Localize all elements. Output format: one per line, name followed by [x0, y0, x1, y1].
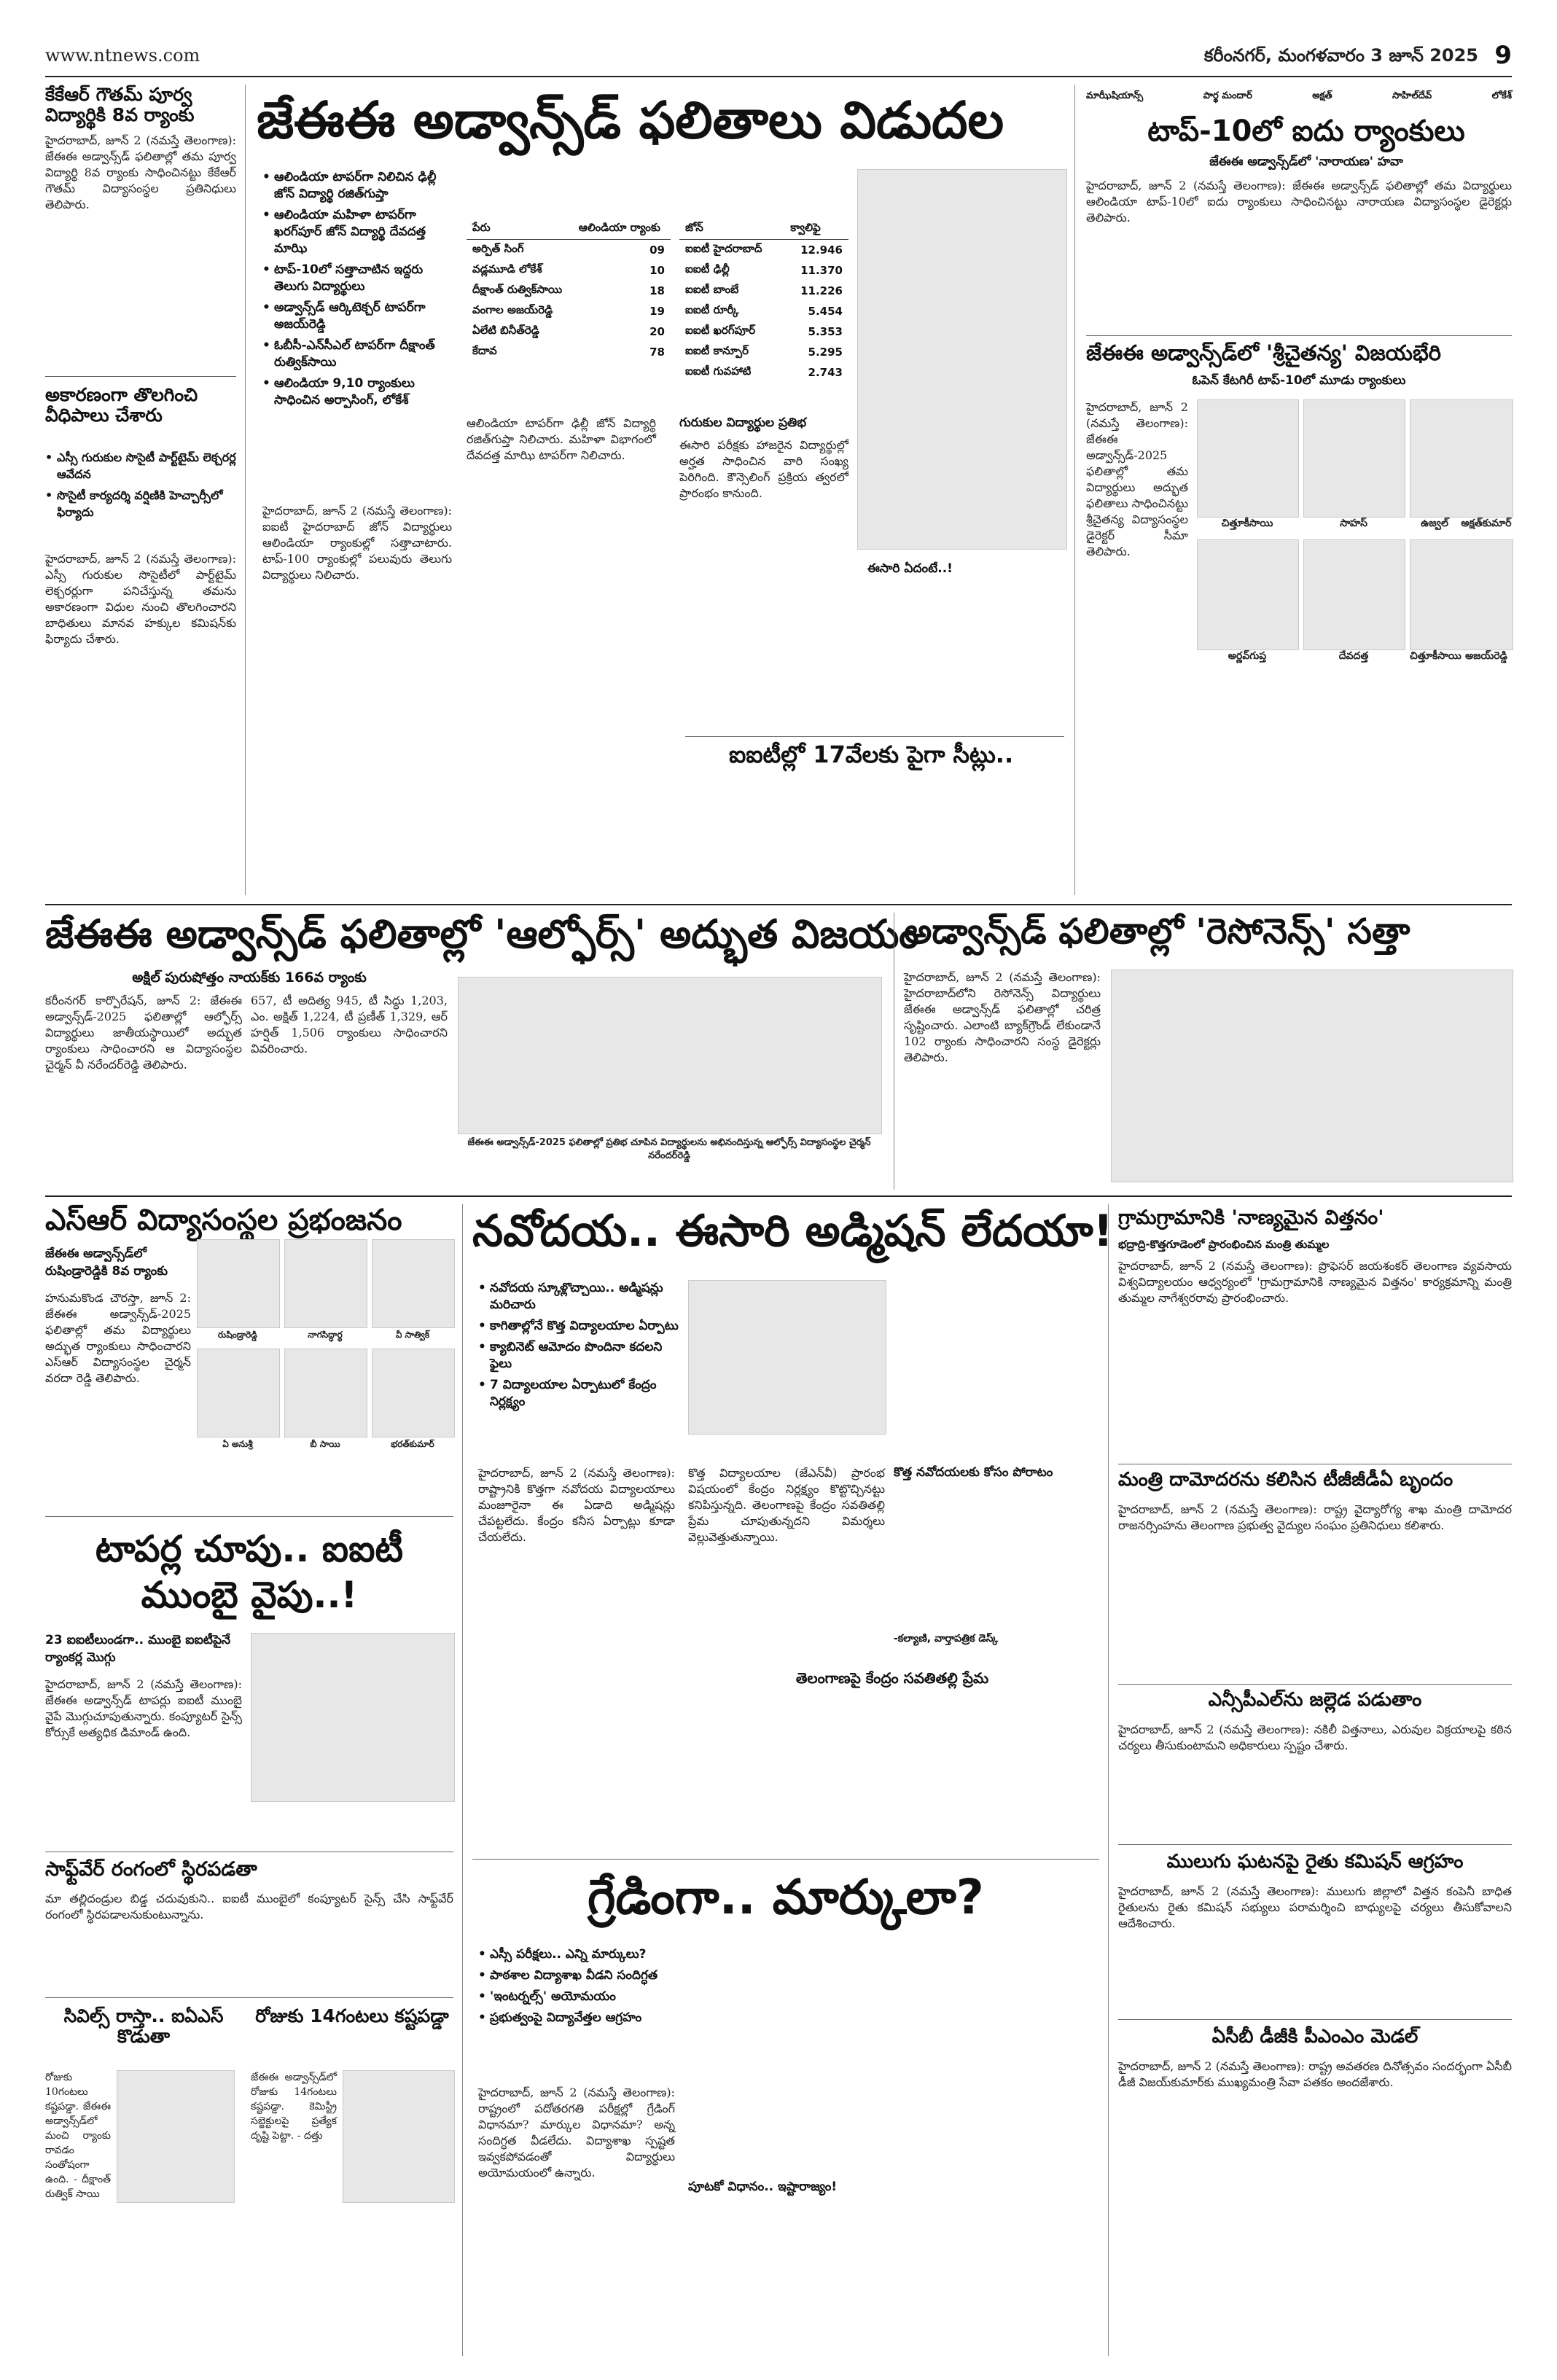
- strip-name: పార్థ మందార్: [1203, 90, 1252, 101]
- alphores-body: కరీంనగర్ కార్పొరేషన్, జూన్ 2: జేఈఈ అడ్వాన్స్‌డ్-2025 ఫలితాల్లో ఆల్ఫోర్స్ విద్యార్థులు జాతీయస్థాయిలో అద్భుత ర్యాంకులు సాధించారని ఆ విద్యాసంస్థల చైర్మన్ వీ నరేందర్‌రెడ్డి తెలిపారు.: [45, 994, 242, 1072]
- table-cell: దీక్షాంత్ రుత్విక్‌సాయి: [472, 283, 563, 296]
- photo-top-rankers: [857, 169, 1067, 550]
- table-cell: 5.353: [808, 325, 843, 338]
- col2-divider: [472, 1859, 1099, 1860]
- main-subheading-this-time: ఈసారి ఏదంటే..!: [867, 561, 953, 576]
- acb-headline: ఏసీబీ డీజీకి పీఎంఎం మెడల్: [1211, 2026, 1419, 2048]
- col3-divider-2: [1118, 1684, 1512, 1685]
- photo-caption: రుషిండ్రారెడ్డి: [217, 1330, 258, 1340]
- table-cell: ఐఐటీ గువహాటి: [685, 364, 752, 378]
- photo-caption: అర్ణవ్‌గుప్త: [1228, 650, 1267, 662]
- table-cell: కేదావ: [472, 344, 497, 357]
- alphores-headline: జేఈఈ అడ్వాన్స్‌డ్ ఫలితాల్లో 'ఆల్ఫోర్స్' అద్భుత విజయం: [45, 911, 919, 957]
- col1-divider-1: [45, 1516, 453, 1517]
- left-story2-bullet: • సొసైటీ కార్యదర్శి వర్షిణికి హెచ్చార్సీలో ఫిర్యాదు: [45, 487, 236, 520]
- rank-table-box: [467, 219, 671, 362]
- table-row: [467, 321, 671, 342]
- main-highlight: • ఓబీసీ-ఎన్‌సీఎల్ టాపర్‌గా దీక్షాంత్ రుత్విక్‌సాయి: [262, 338, 459, 371]
- table-cell: 12.946: [800, 243, 843, 257]
- table-cell: ఐఐటీ ఢిల్లీ: [685, 262, 730, 276]
- strip-name: సాహిల్‌దేవ్: [1392, 90, 1432, 101]
- photo-resonance-students: [1111, 969, 1513, 1182]
- band3-divider-2: [1108, 1204, 1109, 2356]
- table-cell: 09: [649, 243, 665, 257]
- right-story2-kicker: ఓపెన్ కేటగిరీ టాప్-10లో మూడు ర్యాంకులు: [1192, 373, 1406, 388]
- left-col-divider: [45, 376, 236, 377]
- right-story1-kicker: జేఈఈ అడ్వాన్స్‌డ్‌లో 'నారాయణ' హవా: [1209, 155, 1403, 169]
- dateline: కరీంనగర్, మంగళవారం 3 జూన్ 2025: [1203, 45, 1478, 66]
- rank-table: [467, 219, 671, 362]
- navodaya-subheading-1: కొత్త నవోదయలకు కోసం పోరాటం: [894, 1465, 1053, 1480]
- left-story1-headline: కేకేఆర్ గౌతమ్ పూర్వ విద్యార్థికి 8వ ర్యాంకు: [45, 84, 195, 125]
- qualified-table-header: జోన్: [679, 219, 784, 240]
- left-story2-bullet: • ఎస్సీ గురుకుల సొసైటీ పార్ట్‌టైమ్ లెక్చరర్ల ఆవేదన: [45, 449, 236, 483]
- main-body-3: ఈసారి పరీక్షకు హాజరైన విద్యార్థుల్లో అర్హత సాధించిన వారి సంఖ్య పెరిగింది. కౌన్సెలింగ్ ప్రక్రియ త్వరలో ప్రారంభం కానుంది.: [679, 438, 848, 500]
- table-row: [679, 321, 848, 342]
- right-story2-body: హైదరాబాద్, జూన్ 2 (నమస్తే తెలంగాణ): జేఈఈ అడ్వాన్స్‌డ్-2025 ఫలితాల్లో తమ విద్యార్థులు అద్భుత ఫలితాలు సాధించినట్టు శ్రీచైతన్య విద్యాసంస్థల డైరెక్టర్ సీమా తెలిపారు.: [1086, 400, 1188, 558]
- photo-caption: చిత్తూకీసాయి: [1410, 650, 1462, 662]
- toppers-body: హైదరాబాద్, జూన్ 2 (నమస్తే తెలంగాణ): జేఈఈ అడ్వాన్స్‌డ్ టాపర్లు ఐఐటీ ముంబై వైపే మొగ్గుచూపుతున్నారు. కంప్యూటర్ సైన్స్ కోర్సుకే అత్యధిక డిమాండ్ ఉంది.: [45, 1677, 242, 1739]
- navodaya-signoff: -కల్యాణి, వార్తాపత్రిక డెస్క్: [894, 1633, 999, 1644]
- band3-top-rule: [45, 1195, 1512, 1197]
- grading-headline: గ్రేడింగా.. మార్కులా?: [588, 1869, 984, 1925]
- civils-headline: సివిల్స్ రాస్తా.. ఐఏఎస్ కొడుతా: [63, 2005, 224, 2047]
- table-cell: 11.370: [800, 264, 843, 277]
- civils-body: రోజుకు 10గంటలు కష్టపడ్డా. జేఈఈ అడ్వాన్స్‌డ్‌లో మంచి ర్యాంకు రావడం సంతోషంగా ఉంది. - దీక్షాంత్ రుత్విక్ సాయి: [45, 2072, 111, 2200]
- acb-body: హైదరాబాద్, జూన్ 2 (నమస్తే తెలంగాణ): రాష్ట్ర అవతరణ దినోత్సవం సందర్భంగా ఏసీబీ డీజీ విజయ్‌కుమార్‌కు ముఖ్యమంత్రి సేవా పతకం అందజేశారు.: [1118, 2059, 1512, 2089]
- grading-bullet: • 'ఇంటర్నల్స్' అయోమయం: [478, 1989, 682, 2005]
- mulugu-headline: ములుగు ఘటనపై రైతు కమిషన్ ఆగ్రహం: [1166, 1851, 1464, 1873]
- navodaya-headline: నవోదయ.. ఈసారి అడ్మిషన్ లేదయా!: [472, 1206, 1114, 1257]
- seed-kicker: భద్రాద్రి-కొత్తగూడెంలో ప్రారంభించిన మంత్రి తుమ్మల: [1118, 1238, 1330, 1251]
- col3-divider-3: [1118, 1844, 1512, 1845]
- right-story1-headline: టాప్-10లో ఐదు ర్యాంకులు: [1147, 114, 1465, 148]
- table-row: [467, 281, 671, 301]
- table-cell: ఐఐటీ బాంబే: [685, 283, 739, 296]
- band3-divider-1: [462, 1204, 463, 2356]
- photo-sc-rank3: [1410, 399, 1513, 518]
- website-url[interactable]: www.ntnews.com: [45, 45, 200, 66]
- iit-seats-headline: ఐఐటీల్లో 17వేలకు పైగా సీట్లు..: [729, 741, 1014, 768]
- table-row: [679, 240, 848, 261]
- navodaya-bullet: • క్యాబినెట్ ఆమోదం పొందినా కదలని ఫైలు: [478, 1339, 682, 1373]
- software-headline: సాఫ్ట్‌వేర్ రంగంలో స్థిరపడతా: [45, 1858, 257, 1881]
- doctors-headline: మంత్రి దామోదరను కలిసిన టీజీజీడీఏ బృందం: [1118, 1469, 1453, 1491]
- grading-subheading: పూటకో విధానం.. ఇష్టారాజ్యం!: [688, 2180, 838, 2194]
- strip-name: అక్షత్: [1312, 90, 1332, 101]
- grading-body: హైదరాబాద్, జూన్ 2 (నమస్తే తెలంగాణ): రాష్ట్రంలో పదోతరగతి పరీక్షల్లో గ్రేడింగ్ విధానమా? మార్కుల విధానమా? అన్న సందిగ్ధత వీడలేదు. విద్యాశాఖ స్పష్టత ఇవ్వకపోవడంతో విద్యార్థులు అయోమయంలో ఉన్నారు.: [478, 2086, 675, 2180]
- table-row: [679, 281, 848, 301]
- table-row: [679, 260, 848, 281]
- seed-body: హైదరాబాద్, జూన్ 2 (నమస్తే తెలంగాణ): ప్రొఫెసర్ జయశంకర్ తెలంగాణ వ్యవసాయ విశ్వవిద్యాలయం ఆధ్వర్యంలో 'గ్రామగ్రామానికి నాణ్యమైన విత్తనం' కార్యక్రమాన్ని మంత్రి తుమ్మల నాగేశ్వరరావు ప్రారంభించారు.: [1118, 1259, 1512, 1305]
- rank-table-header: ఆలిండియా ర్యాంకు: [573, 219, 671, 240]
- table-row: [467, 240, 671, 261]
- grading-bullet: • ప్రభుత్వంపై విద్యావేత్తల ఆగ్రహం: [478, 2010, 682, 2026]
- main-highlights: [262, 169, 459, 413]
- ncpl-headline: ఎన్సీపీఎల్‌ను జల్లెడ పడుతాం: [1208, 1689, 1422, 1711]
- photo-caption: ఉజ్వల్: [1421, 518, 1448, 529]
- alphores-body-2: 657, టీ అదిత్య 945, టీ సిద్ధు 1,203, ఎం. అక్షిత్ 1,224, టీ ప్రణీత్ 1,329, ఆర్ హర్షిత్ 1,506 ర్యాంకులు సాధించారని వివరించారు.: [251, 994, 448, 1056]
- hours-body: జేఈఈ అడ్వాన్స్‌డ్‌లో రోజుకు 14గంటలు కష్టపడ్డా. కెమిస్ట్రీ సబ్జెక్టులపై ప్రత్యేక దృష్టి పెట్టా. - దత్తు: [251, 2072, 337, 2142]
- table-cell: 5.295: [808, 346, 843, 359]
- software-body: మా తల్లిదండ్రుల బిడ్డ చదువుకుని.. ఐఐటీ ముంబైలో కంప్యూటర్ సైన్స్ చేసి సాఫ్ట్‌వేర్ రంగంలో స్థిరపడాలనుకుంటున్నాను.: [45, 1892, 453, 1921]
- table-cell: ఐఐటీ రూర్కీ: [685, 303, 739, 316]
- main-body-2: ఆలిండియా టాపర్‌గా ఢిల్లీ జోన్ విద్యార్థి రజిత్‌గుప్తా నిలిచారు. మహిళా విభాగంలో దేవదత్త మాఝి టాపర్‌గా నిలిచారు.: [467, 416, 656, 462]
- grading-bullet: • పాఠశాల విద్యాశాఖ వీడని సందిగ్ధత: [478, 1967, 682, 1984]
- table-row: [467, 260, 671, 281]
- toppers-headline: టాపర్ల చూపు.. ఐఐటీ ముంబై వైపు..!: [95, 1528, 404, 1616]
- photo-caption: అక్షత్‌కుమార్: [1461, 518, 1512, 529]
- table-cell: 78: [649, 346, 665, 359]
- ncpl-body: హైదరాబాద్, జూన్ 2 (నమస్తే తెలంగాణ): నకిలీ విత్తనాలు, ఎరువుల విక్రయాలపై కఠిన చర్యలు తీసుకుంటామని అధికారులు స్పష్టం చేశారు.: [1118, 1722, 1512, 1752]
- col3-divider-4: [1118, 2019, 1512, 2020]
- photo-sr-6: [372, 1349, 455, 1437]
- photo-sc-rank6: [1410, 539, 1513, 650]
- grading-bullet: • ఎస్సీ పరీక్షలు.. ఎన్ని మార్కులు?: [478, 1946, 682, 1963]
- table-cell: ఐఐటీ కాన్పూర్: [685, 344, 749, 357]
- right-top-strip: [1086, 90, 1512, 109]
- photo-caption: నాగసిద్ధార్థ: [308, 1330, 343, 1340]
- photo-navodaya-school: [688, 1280, 886, 1435]
- rank-table-header: పేరు: [467, 219, 573, 240]
- alphores-kicker: అక్షిల్ పురుషోత్తం నాయక్‌కు 166వ ర్యాంకు: [132, 969, 367, 986]
- photo-sr-3: [372, 1239, 455, 1328]
- photo-sc-rank5: [1303, 539, 1405, 650]
- alphores-photo-caption: జేఈఈ అడ్వాన్స్‌డ్-2025 ఫలితాల్లో ప్రతిభ చూపిన విద్యార్థులను అభినందిస్తున్న ఆల్ఫోర్స్ విద్యాసంస్థల చైర్మన్ నరేందర్‌రెడ్డి: [467, 1137, 871, 1161]
- main-highlight: • ఆలిండియా మహిళా టాపర్‌గా ఖరగ్‌పూర్ జోన్ విద్యార్థి దేవదత్త మాఝి: [262, 207, 459, 257]
- table-cell: 11.226: [800, 284, 843, 297]
- navodaya-bullets: [478, 1280, 682, 1415]
- masthead-rule: [45, 76, 1512, 77]
- navodaya-subheading-2: తెలంగాణపై కేంద్రం సవతితల్లి ప్రేమ: [795, 1669, 989, 1687]
- photo-hours-student: [343, 2070, 455, 2203]
- col-divider-main-right: [1074, 85, 1075, 895]
- photo-sr-2: [284, 1239, 367, 1328]
- photo-sr-5: [284, 1349, 367, 1437]
- photo-sc-rank1: [1197, 399, 1299, 518]
- main-highlight: • ఆలిండియా టాపర్‌గా నిలిచిన ఢిల్లీ జోన్ విద్యార్థి రజిత్‌గుప్తా: [262, 169, 459, 203]
- navodaya-body-2: కొత్త విద్యాలయాల (జేఎన్‌వీ) ప్రారంభ విషయంలో కేంద్రం నిర్లక్ష్యం కొట్టొచ్చినట్టు కనిపిస్తున్నది. తెలంగాణపై కేంద్రం సవతితల్లి ప్రేమ చూపుతున్నదని విమర్శలు వెల్లువెత్తుతున్నాయి.: [688, 1466, 885, 1544]
- strip-name: లోకేశ్: [1491, 90, 1512, 101]
- table-cell: 19: [649, 305, 665, 318]
- photo-caption: బీ సాయి: [310, 1439, 340, 1449]
- left-story2-headline: అకారణంగా తొలగించి వీధిపాలు చేశారు: [45, 384, 198, 426]
- main-highlight: • ఆలిండియా 9,10 ర్యాంకులు సాధించిన అర్పాసింగ్, లోకేశ్: [262, 375, 459, 409]
- table-cell: 18: [649, 284, 665, 297]
- band2-top-rule: [45, 904, 1512, 905]
- table-cell: 2.743: [808, 366, 843, 379]
- sr-kicker: జేఈఈ అడ్వాన్స్‌డ్‌లో రుషిండ్రారెడ్డికి 8వ ర్యాంకు: [45, 1246, 168, 1279]
- qualified-table: [679, 219, 848, 383]
- photo-caption: ఏ అనుశ్రీ: [222, 1439, 253, 1449]
- table-row: [679, 342, 848, 362]
- resonance-body: హైదరాబాద్, జూన్ 2 (నమస్తే తెలంగాణ): హైదరాబాద్‌లోని రెసోనెన్స్ విద్యార్థులు జేఈఈ అడ్వాన్స్‌డ్ ఫలితాల్లో చరిత్ర సృష్టించారు. ఎలాంటి బ్యాక్‌గ్రౌండ్ లేకుండానే 102 ర్యాంకు సాధించారని సంస్థ డైరెక్టర్లు తెలిపారు.: [904, 970, 1101, 1064]
- left-story2-body: హైదరాబాద్, జూన్ 2 (నమస్తే తెలంగాణ): ఎస్సీ గురుకుల సొసైటీలో పార్ట్‌టైమ్ లెక్చరర్లుగా పనిచేస్తున్న తమను అకారణంగా విధుల నుంచి తొలగించారని బాధితులు మానవ హక్కుల కమిషన్‌కు ఫిర్యాదు చేశారు.: [45, 552, 236, 646]
- table-cell: అర్పిత్ సింగ్: [472, 242, 524, 255]
- qualified-table-box: [679, 219, 848, 383]
- page-number: 9: [1494, 41, 1512, 70]
- photo-iit-mumbai: [251, 1633, 455, 1802]
- table-cell: వంగాల అజయ్‌రెడ్డి: [472, 303, 553, 316]
- left-story1-body: హైదరాబాద్, జూన్ 2 (నమస్తే తెలంగాణ): జేఈఈ అడ్వాన్స్‌డ్ ఫలితాల్లో తమ పూర్వ విద్యార్థి 8వ ర్యాంకు సాధించినట్టు కేకేఆర్ గౌతమ్ విద్యాసంస్థల ప్రతినిధులు తెలిపారు.: [45, 133, 236, 211]
- photo-caption: అజయ్‌రెడ్డి: [1464, 650, 1508, 662]
- table-cell: వడ్లమూడి లోకేశ్: [472, 262, 542, 276]
- table-cell: 20: [649, 325, 665, 338]
- table-cell: 5.454: [808, 305, 843, 318]
- right-story1-body: హైదరాబాద్, జూన్ 2 (నమస్తే తెలంగాణ): జేఈఈ అడ్వాన్స్‌డ్ ఫలితాల్లో తమ విద్యార్థులు ఆలిండియా టాప్-10లో ఐదు ర్యాంకులు సాధించినట్టు నారాయణ విద్యాసంస్థల డైరెక్టర్లు తెలిపారు.: [1086, 179, 1512, 225]
- photo-caption: చిత్తూకీసాయి: [1221, 518, 1273, 529]
- table-row: [467, 342, 671, 362]
- left-story2-bullets: [45, 449, 236, 525]
- photo-sc-rank2: [1303, 399, 1405, 518]
- right-col-divider: [1086, 335, 1512, 336]
- photo-civils-student: [117, 2070, 235, 2203]
- col-divider-left: [245, 85, 246, 895]
- photo-alphores-students: [458, 977, 882, 1134]
- hours-headline: రోజుకు 14గంటలు కష్టపడ్డా: [255, 2005, 449, 2026]
- photo-caption: దేవదత్త: [1338, 650, 1369, 662]
- sr-headline: ఎస్‌ఆర్ విద్యాసంస్థల ప్రభంజనం: [45, 1203, 402, 1237]
- main-subheading-gurukul: గురుకుల విద్యార్థుల ప్రతిభ: [679, 415, 807, 430]
- navodaya-bullet: • కాగితాల్లోనే కొత్త విద్యాలయాల ఏర్పాటు: [478, 1318, 682, 1335]
- table-cell: ఐఐటీ హైదరాబాద్: [685, 242, 762, 255]
- photo-sr-4: [197, 1349, 280, 1437]
- navodaya-body: హైదరాబాద్, జూన్ 2 (నమస్తే తెలంగాణ): రాష్ట్రానికి కొత్తగా నవోదయ విద్యాలయాలు మంజూరైనా ఈ ఏడాది అడ్మిషన్లు చేపట్టలేదు. కేంద్రం కనీస ఏర్పాట్లు కూడా చేయలేదు.: [478, 1466, 675, 1544]
- main-body-1: హైదరాబాద్, జూన్ 2 (నమస్తే తెలంగాణ): ఐఐటీ హైదరాబాద్ జోన్ విద్యార్థులు ఆలిండియా ర్యాంకుల్లో సత్తాచాటారు. టాప్-100 ర్యాంకుల్లో పలువురు తెలుగు విద్యార్థులు నిలిచారు.: [262, 504, 452, 582]
- table-row: [679, 362, 848, 383]
- photo-caption: భరత్‌కుమార్: [391, 1439, 434, 1449]
- table-row: [467, 301, 671, 321]
- navodaya-bullet: • 7 విద్యాలయాల ఏర్పాటులో కేంద్రం నిర్లక్ష్యం: [478, 1377, 682, 1411]
- right-story2-headline: జేఈఈ అడ్వాన్స్‌డ్‌లో 'శ్రీచైతన్య' విజయభేరి: [1086, 340, 1441, 365]
- main-headline: జేఈఈ అడ్వాన్స్‌డ్ ఫలితాలు విడుదల: [257, 90, 1004, 150]
- iit-seats-rule: [685, 736, 1064, 737]
- table-cell: 10: [649, 264, 665, 277]
- resonance-headline: అడ్వాన్స్‌డ్ ఫలితాల్లో 'రెసోనెన్స్' సత్తా: [904, 911, 1410, 952]
- sr-body: హనుమకొండ చౌరస్తా, జూన్ 2: జేఈఈ అడ్వాన్స్‌డ్-2025 ఫలితాల్లో తమ విద్యార్థులు అద్భుత ర్యాంకులు సాధించారని ఎస్‌ఆర్ విద్యాసంస్థల చైర్మన్ వరదా రెడ్డి తెలిపారు.: [45, 1291, 191, 1385]
- strip-name: మాఝీషియాన్స్: [1086, 90, 1144, 101]
- mulugu-body: హైదరాబాద్, జూన్ 2 (నమస్తే తెలంగాణ): ములుగు జిల్లాలో విత్తన కంపెనీ బాధిత రైతులను రైతు కమిషన్ సభ్యులు పరామర్శించి బాధ్యులపై చర్యలు తీసుకోవాలని ఆదేశించారు.: [1118, 1884, 1512, 1930]
- seed-headline: గ్రామగ్రామానికి 'నాణ్యమైన విత్తనం': [1118, 1206, 1384, 1229]
- qualified-table-header: క్వాలిఫై: [784, 219, 848, 240]
- photo-caption: వీ సాత్విక్: [395, 1330, 430, 1340]
- main-highlight: • అడ్వాన్స్‌డ్ ఆర్కిటెక్చర్ టాపర్‌గా అజయ్‌రెడ్డి: [262, 300, 459, 333]
- table-cell: ఏలేటి బినీత్‌రెడ్డి: [472, 324, 539, 337]
- toppers-kicker: 23 ఐఐటీలుండగా.. ముంబై ఐఐటీపైనే ర్యాంకర్ల మొగ్గు: [45, 1633, 231, 1665]
- photo-sr-1: [197, 1239, 280, 1328]
- left-column: [45, 85, 236, 901]
- photo-caption: సాహస్: [1340, 518, 1367, 529]
- grading-bullets: [478, 1946, 682, 2031]
- photo-sc-rank4: [1197, 539, 1299, 650]
- table-row: [679, 301, 848, 321]
- col1-divider-3: [45, 1997, 453, 1998]
- main-highlight: • టాప్-10లో సత్తాచాటిన ఇద్దరు తెలుగు విద్యార్థులు: [262, 262, 459, 295]
- navodaya-bullet: • నవోదయ స్కూళ్లొచ్చాయి.. అడ్మిషన్లు మరిచారు: [478, 1280, 682, 1314]
- table-cell: ఐఐటీ ఖరగ్‌పూర్: [685, 324, 756, 337]
- masthead: [45, 42, 1512, 71]
- doctors-body: హైదరాబాద్, జూన్ 2 (నమస్తే తెలంగాణ): రాష్ట్ర వైద్యారోగ్య శాఖ మంత్రి దామోదర రాజనర్సింహను తెలంగాణ ప్రభుత్వ వైద్యుల సంఘం ప్రతినిధులు కలిశారు.: [1118, 1502, 1512, 1532]
